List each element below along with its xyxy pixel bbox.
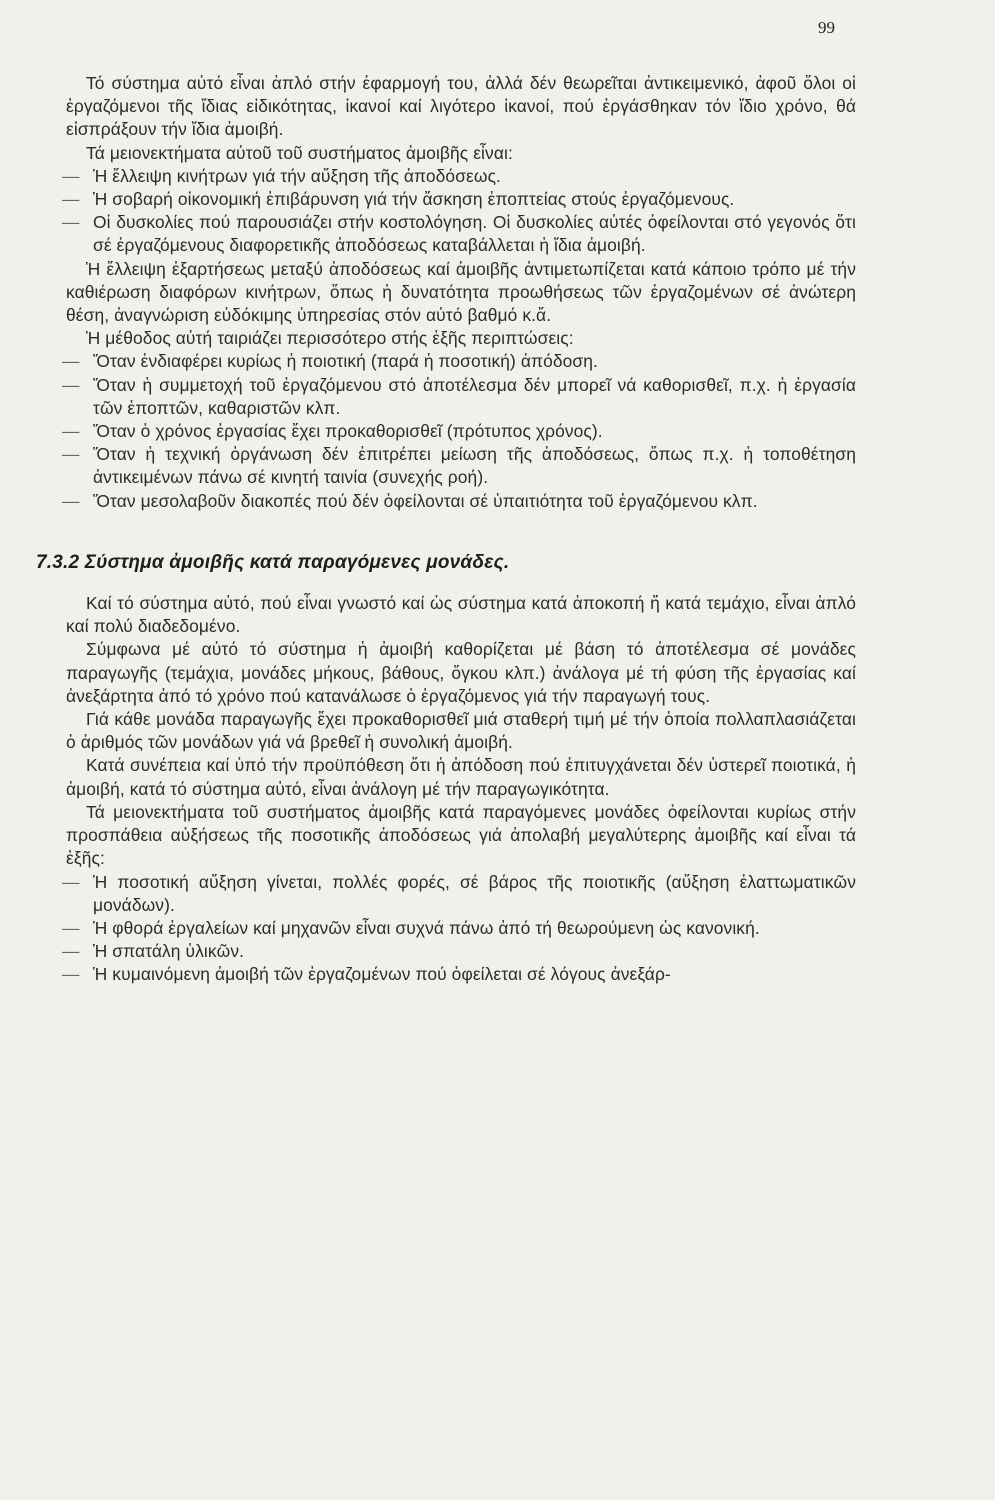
intro-paragraph: Τό σύστημα αὐτό εἶναι ἁπλό στήν ἐφαρμογή του, ἀλλά δέν θεωρεῖται ἀντικειμενικό, ἀφοῦ ὅλοι οἱ ἐργαζόμενοι τῆς ἴδιας εἰδικότητας, ἱκανοί καί λιγότερο ἱκανοί, πού ἐργάσθηκαν τόν ἴδιο χρόνο, θά εἰσπράξουν τήν ἴδια ἀμοιβή. <box>66 73 856 140</box>
dash-marker: — <box>62 871 80 892</box>
section-body <box>66 592 856 870</box>
paragraph: Κατά συνέπεια καί ὑπό τήν προϋπόθεση ὅτι ἡ ἀπόδοση πού ἐπιτυγχάνεται δέν ὑστερεῖ ποιοτικά, ἡ ἀμοιβή, κατά τό σύστημα αὐτό, εἶναι ἀνάλογη μέ τήν παραγωγικότητα. <box>66 755 856 799</box>
disadvantages-lead: Τά μειονεκτήματα αὐτοῦ τοῦ συστήματος ἀμοιβῆς εἶναι: <box>86 142 513 163</box>
paragraph: Σύμφωνα μέ αὐτό τό σύστημα ἡ ἀμοιβή καθορίζεται μέ βάση τό ἀποτέλεσμα σέ μονάδες παραγωγῆς (τεμάχια, μονάδες μήκους, βάθους, ὄγκου κλπ.) ἀνάλογα μέ τή φύση τῆς ἐργασίας καί ἀνεξάρτητα ἀπό τό χρόνο πού κατανάλωσε ὁ ἐργαζόμενος γιά τήν παραγωγή τους. <box>66 639 856 706</box>
dash-marker: — <box>62 941 80 962</box>
list-item: — Ἡ κυμαινόμενη ἀμοιβή τῶν ἐργαζομένων πού ὀφείλεται σέ λόγους ἀνεξάρ- <box>66 963 856 986</box>
list-item: — Ἡ σοβαρή οἰκονομική ἐπιβάρυνση γιά τήν ἄσκηση ἐποπτείας στούς ἐργαζόμενους. <box>66 188 856 211</box>
list-item: — Ἡ ἔλλειψη κινήτρων γιά τήν αὔξηση τῆς ἀποδόσεως. <box>66 165 856 188</box>
dash-marker: — <box>62 189 80 210</box>
dash-marker: — <box>62 374 80 395</box>
paragraph: Καί τό σύστημα αὐτό, πού εἶναι γνωστό καί ὡς σύστημα κατά ἀποκοπή ἤ κατά τεμάχιο, εἶναι ἁπλό καί πολύ διαδεδομένο. <box>66 593 856 637</box>
list-item: — Οἱ δυσκολίες πού παρουσιάζει στήν κοστολόγηση. Οἱ δυσκολίες αὐτές ὀφείλονται στό γεγονός ὅτι σέ ἐργαζόμενους διαφορετικῆς ἀποδόσεως καταβάλλεται ἡ ἴδια ἀμοιβή. <box>62 212 856 256</box>
piecework-disadvantages-list <box>62 871 856 987</box>
list-item: — Ὅταν ἡ τεχνική ὀργάνωση δέν ἐπιτρέπει μείωση τῆς ἀποδόσεως, ὅπως π.χ. ἡ τοποθέτηση ἀντικειμένων πάνω σέ κινητή ταινία (συνεχής ροή). <box>62 444 856 488</box>
list-item: — Ἡ ποσοτική αὔξηση γίνεται, πολλές φορές, σέ βάρος τῆς ποιοτικῆς (αὔξηση ἐλαττωματικῶν μονάδων). <box>62 871 856 915</box>
list-item: — Ἡ φθορά ἐργαλείων καί μηχανῶν εἶναι συχνά πάνω ἀπό τή θεωρούμενη ὡς κανονική. <box>66 917 856 940</box>
dash-marker: — <box>62 421 80 442</box>
list-item: — Ὅταν ἡ συμμετοχή τοῦ ἐργαζόμενου στό ἀποτέλεσμα δέν μπορεῖ νά καθορισθεῖ, π.χ. ἡ ἐργασία τῶν ἐποπτῶν, καθαριστῶν κλπ. <box>62 374 856 418</box>
dash-marker: — <box>62 964 80 985</box>
suitability-list <box>62 350 856 512</box>
page-body <box>36 72 856 987</box>
dash-marker: — <box>62 351 80 372</box>
section-heading: 7.3.2 Σύστημα ἀμοιβῆς κατά παραγόμενες μονάδες. <box>36 551 510 573</box>
dash-marker: — <box>62 212 80 233</box>
list-item: — Ὅταν ὁ χρόνος ἐργασίας ἔχει προκαθορισθεῖ (πρότυπος χρόνος). <box>66 420 856 443</box>
disadvantages-list <box>62 165 856 258</box>
list-item: — Ἡ σπατάλη ὑλικῶν. <box>66 940 856 963</box>
dash-marker: — <box>62 165 80 186</box>
suitability-lead: Ἡ μέθοδος αὐτή ταιριάζει περισσότερο στής ἑξῆς περιπτώσεις: <box>86 328 574 349</box>
dash-marker: — <box>62 444 80 465</box>
mitigation-paragraph: Ἡ ἔλλειψη ἐξαρτήσεως μεταξύ ἀποδόσεως καί ἀμοιβῆς ἀντιμετωπίζεται κατά κάποιο τρόπο μέ τήν καθιέρωση διαφόρων κινήτρων, ὅπως ἡ δυνατότητα προωθήσεως τῶν ἐργαζομένων σέ ἀνώτερη θέση, ἀναγνώριση εὐδόκιμης ὑπηρεσίας στόν αὐτό βαθμό κ.ἄ. <box>66 258 856 326</box>
dash-marker: — <box>62 490 80 511</box>
paragraph: Γιά κάθε μονάδα παραγωγῆς ἔχει προκαθορισθεῖ μιά σταθερή τιμή μέ τήν ὁποία πολλαπλασιάζεται ὁ ἀριθμός τῶν μονάδων γιά νά βρεθεῖ ἡ συνολική ἀμοιβή. <box>66 709 856 753</box>
paragraph: Τά μειονεκτήματα τοῦ συστήματος ἀμοιβῆς κατά παραγόμενες μονάδες ὀφείλονται κυρίως στήν προσπάθεια αὐξήσεως τῆς ποσοτικῆς ἀποδόσεως γιά ἀπολαβή μεγαλύτερης ἀμοιβῆς καί εἶναι τά ἑξῆς: <box>66 801 856 869</box>
list-item: — Ὅταν ἐνδιαφέρει κυρίως ἡ ποιοτική (παρά ἡ ποσοτική) ἀπόδοση. <box>66 350 856 373</box>
list-item: — Ὅταν μεσολαβοῦν διακοπές πού δέν ὀφείλονται σέ ὑπαιτιότητα τοῦ ἐργαζόμενου κλπ. <box>66 490 856 513</box>
dash-marker: — <box>62 917 80 938</box>
page-number: 99 <box>818 18 835 37</box>
